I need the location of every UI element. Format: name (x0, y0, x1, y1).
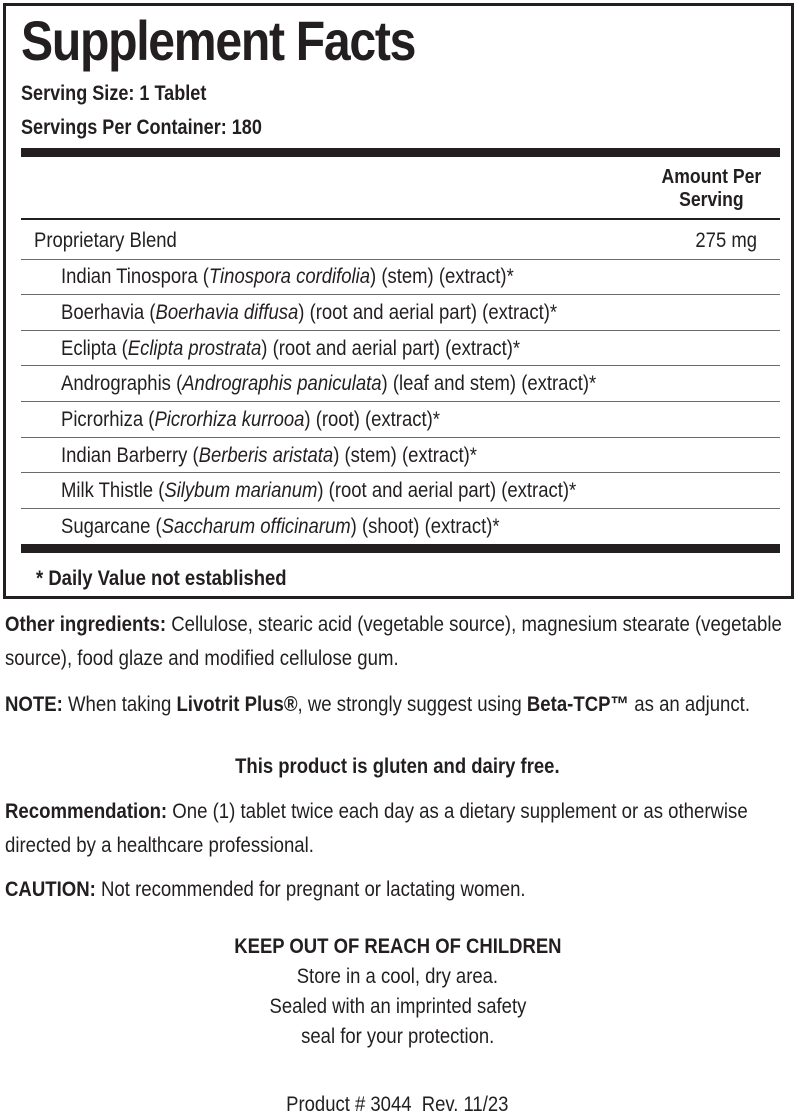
row-divider (21, 508, 780, 509)
serving-size: Serving Size: 1 Tablet (21, 82, 207, 105)
row-divider (21, 294, 780, 295)
caution-text: Not recommended for pregnant or lactating women. (95, 878, 526, 901)
divider-thick-top (21, 148, 780, 157)
storage-line: Store in a cool, dry area. (296, 965, 499, 988)
ingredient-row: Sugarcane (Saccharum officinarum) (shoot) (extract)* (61, 515, 500, 538)
note-label: NOTE: (5, 693, 63, 716)
other-ingredients (5, 608, 784, 676)
amount-per-serving-header (650, 166, 773, 212)
amount-header-line1: Amount Per (661, 166, 762, 188)
note-text: When taking (62, 693, 177, 716)
divider-header (21, 218, 780, 220)
note (5, 688, 784, 722)
ingredient-row: Picrorhiza (Picrorhiza kurrooa) (root) (extract)* (61, 408, 440, 431)
daily-value-footnote: * Daily Value not established (36, 567, 287, 590)
gluten-dairy-free-notice (0, 752, 795, 782)
note-text: , we strongly suggest using (297, 693, 527, 716)
recommendation-label: Recommendation: (5, 800, 168, 823)
ingredient-row: Eclipta (Eclipta prostrata) (root and aerial part) (extract)* (61, 337, 521, 360)
ingredient-row: Andrographis (Andrographis paniculata) (leaf and stem) (extract)* (61, 372, 597, 395)
blend-name: Proprietary Blend (34, 229, 177, 252)
storage-block (0, 932, 795, 1052)
row-divider (21, 401, 780, 402)
ingredient-row: Milk Thistle (Silybum marianum) (root and aerial part) (extract)* (61, 479, 577, 502)
keep-out-of-reach-heading: KEEP OUT OF REACH OF CHILDREN (233, 935, 562, 958)
storage-line: Sealed with an imprinted safety (269, 995, 526, 1018)
row-divider (21, 330, 780, 331)
recommendation (5, 795, 784, 863)
storage-line: seal for your protection. (300, 1025, 495, 1048)
other-ingredients-label: Other ingredients: (5, 613, 167, 636)
product-info (0, 1090, 795, 1120)
servings-per-container: Servings Per Container: 180 (21, 116, 262, 139)
panel-title: Supplement Facts (21, 9, 416, 72)
product-name: Livotrit Plus® (176, 693, 298, 716)
blend-amount: 275 mg (695, 229, 757, 252)
adjunct-name: Beta-TCP™ (526, 693, 630, 716)
caution (5, 873, 784, 907)
ingredient-row: Indian Tinospora (Tinospora cordifolia) (stem) (extract)* (61, 265, 514, 288)
ingredient-row: Indian Barberry (Berberis aristata) (stem) (extract)* (61, 444, 477, 467)
gluten-dairy-text: This product is gluten and dairy free. (235, 755, 560, 778)
row-divider (21, 472, 780, 473)
amount-header-line2: Serving (679, 189, 744, 211)
other-ingredients-text: Cellulose, stearic acid (vegetable source), magnesium stearate (vegetable source), food glaze and modified cellulose gum. (5, 613, 782, 670)
note-text: as an adjunct. (629, 693, 751, 716)
row-divider (21, 259, 780, 260)
divider-thick-bottom (21, 544, 780, 553)
recommendation-text: One (1) tablet twice each day as a dietary supplement or as otherwise directed by a healthcare professional. (5, 800, 748, 857)
supplement-facts-panel (3, 3, 794, 599)
row-divider (21, 365, 780, 366)
product-number-revision: Product # 3044 Rev. 11/23 (286, 1093, 509, 1116)
row-divider (21, 437, 780, 438)
caution-label: CAUTION: (5, 878, 96, 901)
ingredient-row: Boerhavia (Boerhavia diffusa) (root and aerial part) (extract)* (61, 301, 558, 324)
